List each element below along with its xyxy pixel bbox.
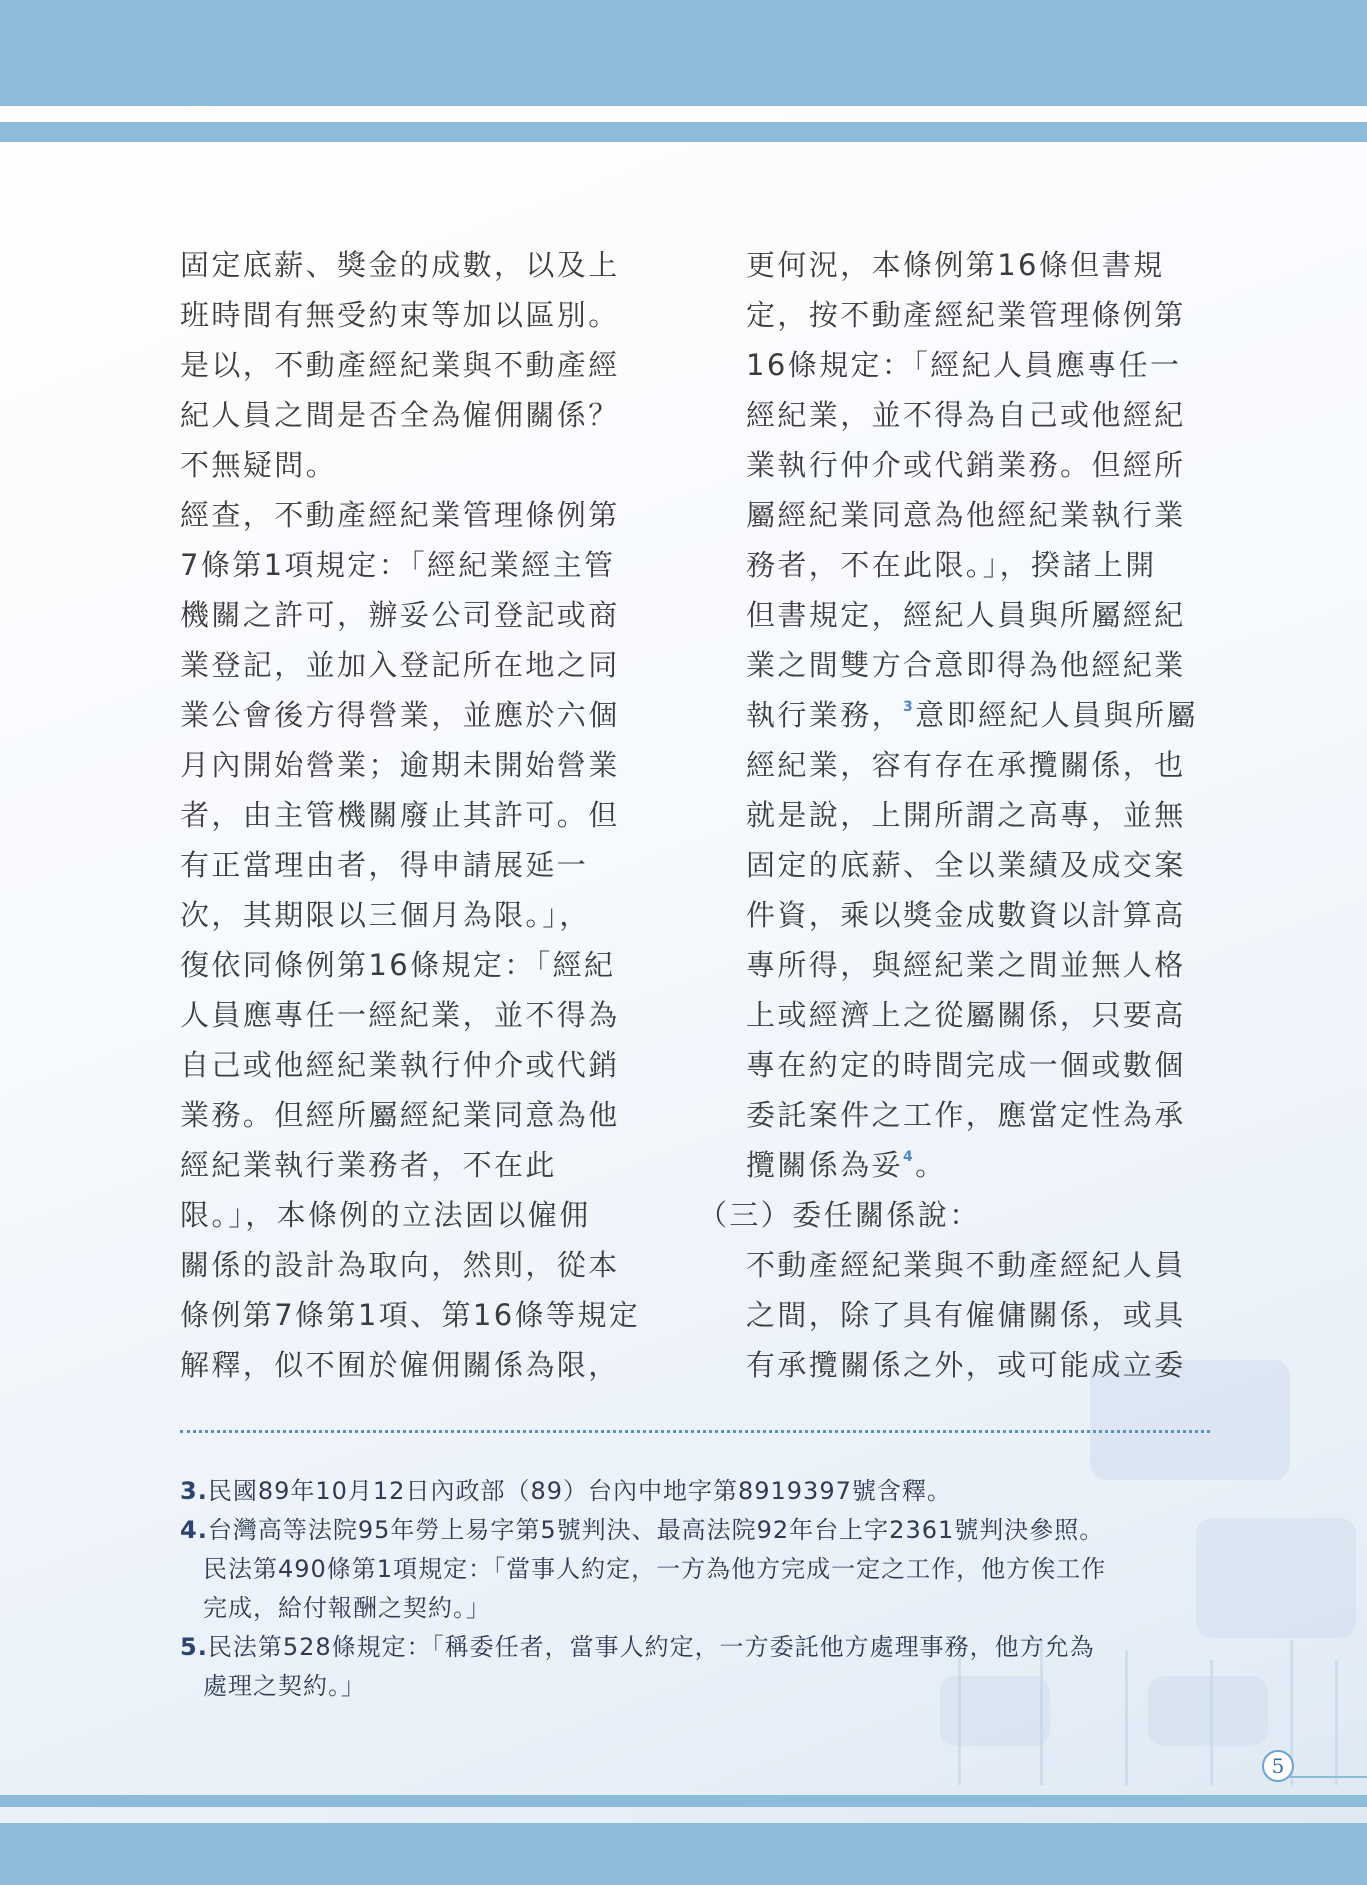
body-text-line: 經查，不動產經紀業管理條例第 (180, 498, 620, 532)
body-text-line: 務者，不在此限。」，揆諸上開 (746, 548, 1157, 582)
left-text-column (180, 240, 640, 1390)
footnote-number: 5. (180, 1633, 208, 1661)
footnote-item (180, 1628, 1200, 1667)
footnote-text: 台灣高等法院95年勞上易字第5號判決、最高法院92年台上字2361號判決參照。 (207, 1516, 1105, 1544)
footnote-marker: 4 (903, 1149, 916, 1165)
footnote-text: 民國89年10月12日內政部（89）台內中地字第8919397號含釋。 (207, 1477, 952, 1505)
right-text-column (698, 240, 1206, 1390)
footnote-continuation: 民法第490條第1項規定：「當事人約定，一方為他方完成一定之工作，他方俟工作 (203, 1555, 1107, 1583)
body-text-line: 經紀業，容有存在承攬關係，也 (746, 748, 1186, 782)
body-text-line (746, 690, 1206, 740)
body-text-line: 是以，不動產經紀業與不動產經 (180, 348, 620, 382)
body-text-line: 有正當理由者，得申請展延一 (180, 848, 589, 882)
decorative-line (1210, 1660, 1213, 1785)
body-text-line: 之間，除了具有僱傭關係，或具 (746, 1298, 1186, 1332)
body-text-line: 業登記，並加入登記所在地之同 (180, 648, 620, 682)
text-segment: 執行業務， (746, 698, 904, 732)
body-text-line: 次，其期限以三個月為限。」， (180, 898, 591, 932)
body-text-line: 業公會後方得營業，並應於六個 (180, 698, 620, 732)
body-text-line (746, 1140, 1206, 1190)
body-text-line: 不動產經紀業與不動產經紀人員 (746, 1248, 1186, 1282)
body-text-line: 件資，乘以獎金成數資以計算高 (746, 898, 1186, 932)
body-text-line: 固定底薪、獎金的成數，以及上 (180, 248, 620, 282)
page-number: 5 (1262, 1750, 1294, 1782)
text-segment: 。 (915, 1148, 947, 1182)
body-text-line: 業務。但經所屬經紀業同意為他 (180, 1098, 620, 1132)
section-subheading: （三）委任關係說： (698, 1198, 981, 1232)
body-text-line: 業之間雙方合意即得為他經紀業 (746, 648, 1186, 682)
footnote-continuation: 完成，給付報酬之契約。」 (203, 1594, 491, 1622)
body-text-line: 紀人員之間是否全為僱佣關係？ (180, 398, 620, 432)
footnote-item (180, 1472, 1200, 1511)
decorative-line (1335, 1660, 1338, 1785)
body-text-line: 7條第1項規定：「經紀業經主管 (180, 548, 616, 582)
body-text-line: 定，按不動產經紀業管理條例第 (746, 298, 1186, 332)
body-text-line: 16條規定：「經紀人員應專任一 (746, 348, 1182, 382)
body-text-line: 人員應專任一經紀業，並不得為 (180, 998, 620, 1032)
body-text-line: 班時間有無受約束等加以區別。 (180, 298, 620, 332)
top-stripe (0, 122, 1367, 142)
footnote-text: 民法第528條規定：「稱委任者，當事人約定，一方委託他方處理事務，他方允為 (207, 1633, 1095, 1661)
body-text-line: 限。」，本條例的立法固以僱佣 (180, 1198, 591, 1232)
body-text-line: 專在約定的時間完成一個或數個 (746, 1048, 1186, 1082)
page-number-rule (1290, 1776, 1367, 1778)
body-text-line: 專所得，與經紀業之間並無人格 (746, 948, 1186, 982)
body-text-line: 業執行仲介或代銷業務。但經所 (746, 448, 1186, 482)
body-text-line: 復依同條例第16條規定：「經紀 (180, 948, 616, 982)
body-text-line: 有承攬關係之外，或可能成立委 (746, 1348, 1186, 1382)
footnote-marker: 3 (903, 699, 916, 715)
footnote-number: 4. (180, 1516, 208, 1544)
body-text-line: 條例第7條第1項、第16條等規定 (180, 1298, 641, 1332)
body-text-line: 屬經紀業同意為他經紀業執行業 (746, 498, 1186, 532)
footnote-continuation: 處理之契約。」 (203, 1672, 366, 1700)
top-banner (0, 0, 1367, 106)
text-segment: 攬關係為妥 (746, 1148, 904, 1182)
body-text-line: 經紀業執行業務者，不在此 (180, 1148, 557, 1182)
bottom-stripe (0, 1795, 1367, 1807)
body-text-line: 固定的底薪、全以業績及成交案 (746, 848, 1186, 882)
body-text-line: 自己或他經紀業執行仲介或代銷 (180, 1048, 620, 1082)
body-text-line: 更何況，本條例第16條但書規 (746, 248, 1165, 282)
footnote-divider (180, 1430, 1210, 1433)
body-text-line: 經紀業，並不得為自己或他經紀 (746, 398, 1186, 432)
footnote-item (180, 1511, 1200, 1550)
body-text-line: 不無疑問。 (180, 448, 338, 482)
decorative-block (1196, 1518, 1356, 1638)
body-text-line: 關係的設計為取向，然則，從本 (180, 1248, 620, 1282)
body-text-line: 上或經濟上之從屬關係，只要高 (746, 998, 1186, 1032)
footnotes (180, 1472, 1200, 1706)
body-text-line: 機關之許可，辦妥公司登記或商 (180, 598, 620, 632)
body-text-line: 月內開始營業；逾期未開始營業 (180, 748, 620, 782)
body-text-line: 者，由主管機關廢止其許可。但 (180, 798, 620, 832)
bottom-banner (0, 1823, 1367, 1885)
footnote-number: 3. (180, 1477, 208, 1505)
body-text-line: 委託案件之工作，應當定性為承 (746, 1098, 1186, 1132)
body-text-line: 解釋，似不囿於僱佣關係為限， (180, 1348, 620, 1382)
body-text-line: 但書規定，經紀人員與所屬經紀 (746, 598, 1186, 632)
body-text-line: 就是說，上開所謂之高專，並無 (746, 798, 1186, 832)
text-segment: 意即經紀人員與所屬 (915, 698, 1198, 732)
